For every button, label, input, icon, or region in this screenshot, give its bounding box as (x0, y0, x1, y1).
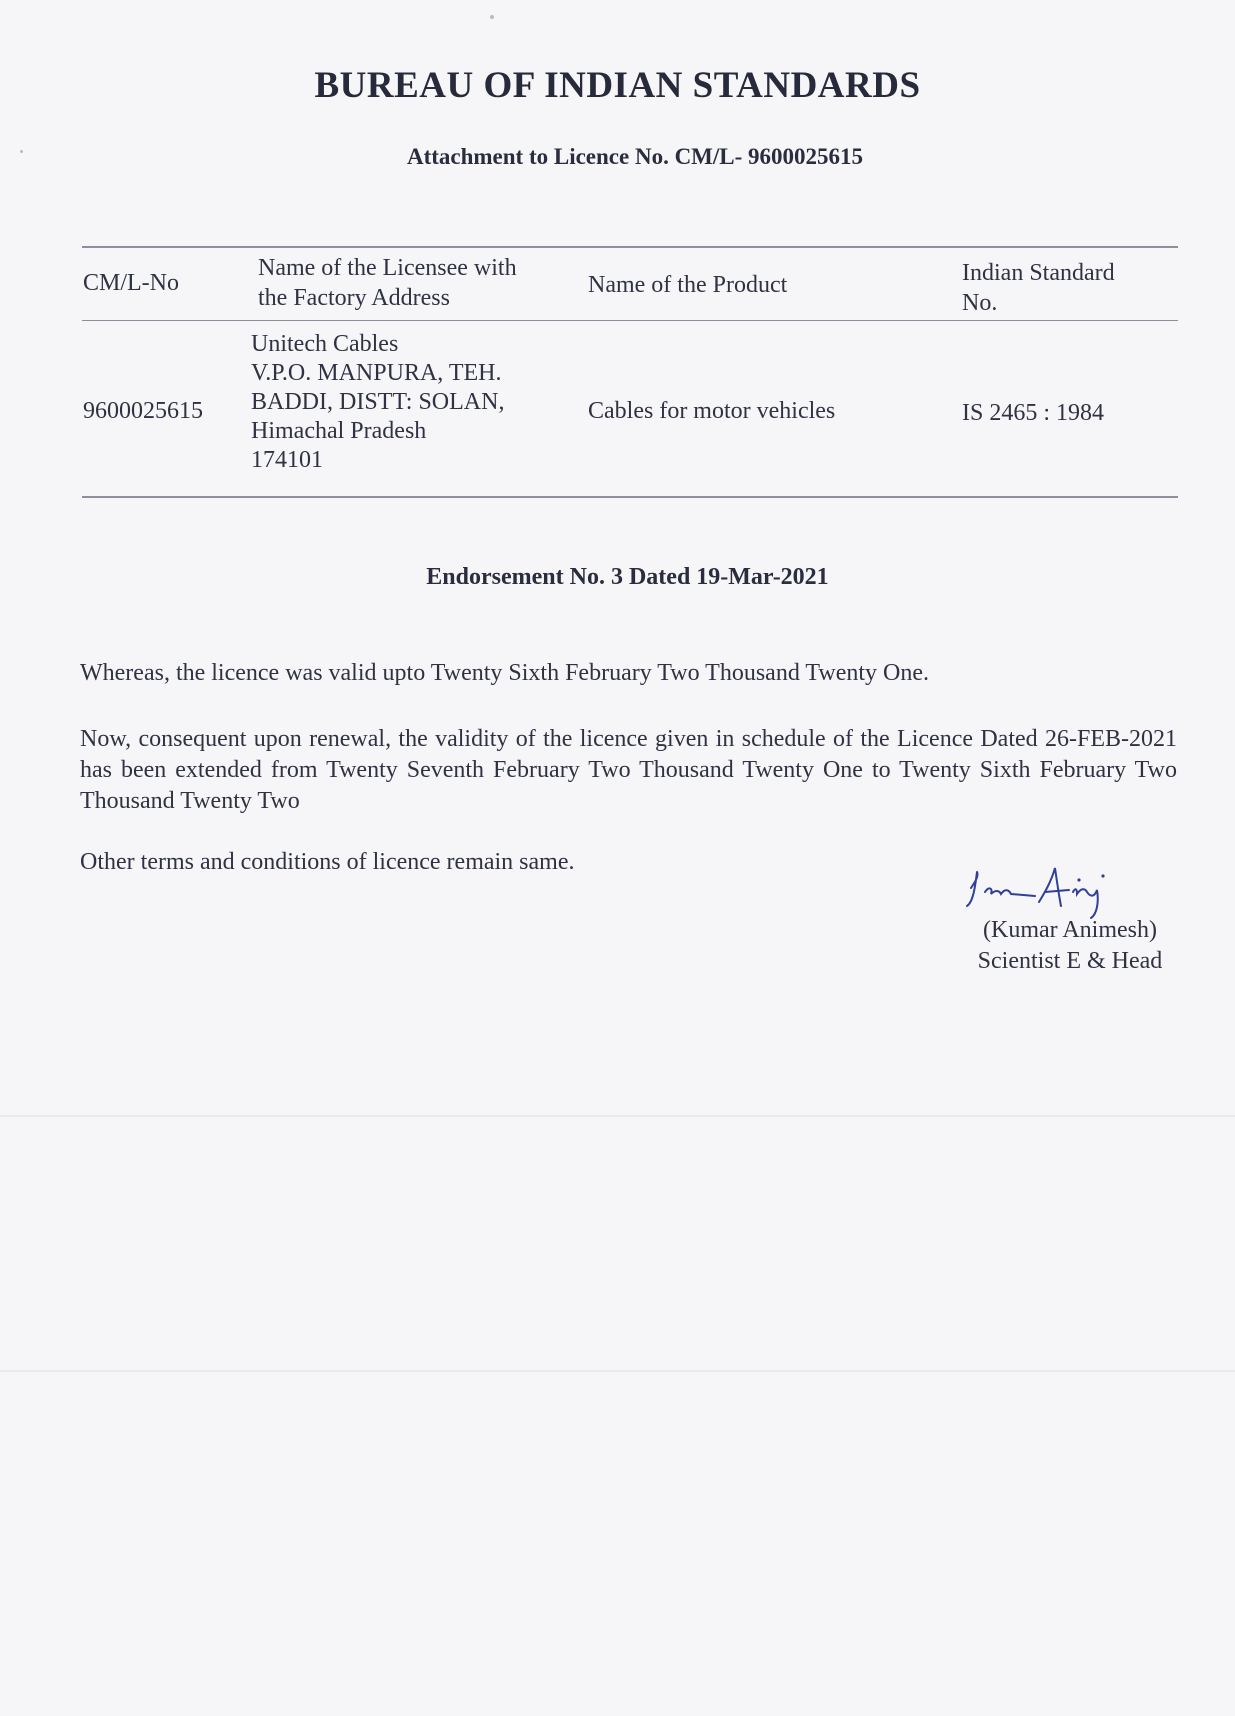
scan-speck (490, 15, 494, 19)
header-standard (962, 258, 1115, 318)
endorsement-paragraph-validity: Whereas, the licence was valid upto Twenty Sixth February Two Thousand Twenty One. (80, 660, 929, 686)
header-licensee (258, 253, 517, 313)
address-line: 174101 (251, 447, 323, 473)
header-licensee-line: the Factory Address (258, 285, 450, 311)
address-line: Unitech Cables (251, 331, 399, 357)
endorsement-heading: Endorsement No. 3 Dated 19-Mar-2021 (426, 564, 829, 590)
header-product: Name of the Product (588, 272, 788, 298)
address-line: Himachal Pradesh (251, 418, 427, 444)
signatory-name: (Kumar Animesh) (983, 917, 1157, 943)
address-line: V.P.O. MANPURA, TEH. (251, 360, 502, 386)
header-standard-line: Indian Standard (962, 260, 1115, 286)
row-cml-no: 9600025615 (83, 398, 203, 424)
paper-fold (0, 1115, 1235, 1117)
document-title: BUREAU OF INDIAN STANDARDS (314, 65, 921, 106)
paper-fold (0, 1370, 1235, 1372)
table-top-rule (82, 246, 1178, 248)
endorsement-paragraph-terms: Other terms and conditions of licence remain same. (80, 849, 575, 875)
row-licensee-address (251, 330, 504, 475)
address-line: BADDI, DISTT: SOLAN, (251, 389, 505, 415)
signatory-designation: Scientist E & Head (977, 948, 1163, 974)
row-standard: IS 2465 : 1984 (962, 400, 1105, 426)
header-cml-no: CM/L-No (83, 270, 179, 296)
licence-attachment-heading: Attachment to Licence No. CM/L- 9600025615 (406, 144, 864, 169)
row-product: Cables for motor vehicles (588, 398, 836, 424)
header-licensee-line: Name of the Licensee with (258, 255, 517, 281)
header-standard-line: No. (962, 290, 998, 316)
table-bottom-rule (82, 496, 1178, 498)
table-header-rule (82, 320, 1178, 321)
endorsement-paragraph-renewal: Now, consequent upon renewal, the validity of the licence given in schedule of the Licence Dated 26-FEB-2021 has been extended from Twenty Seventh February Two Thousand Twenty One to Twenty Sixth February Two Thousand Twenty Two (80, 726, 1177, 814)
